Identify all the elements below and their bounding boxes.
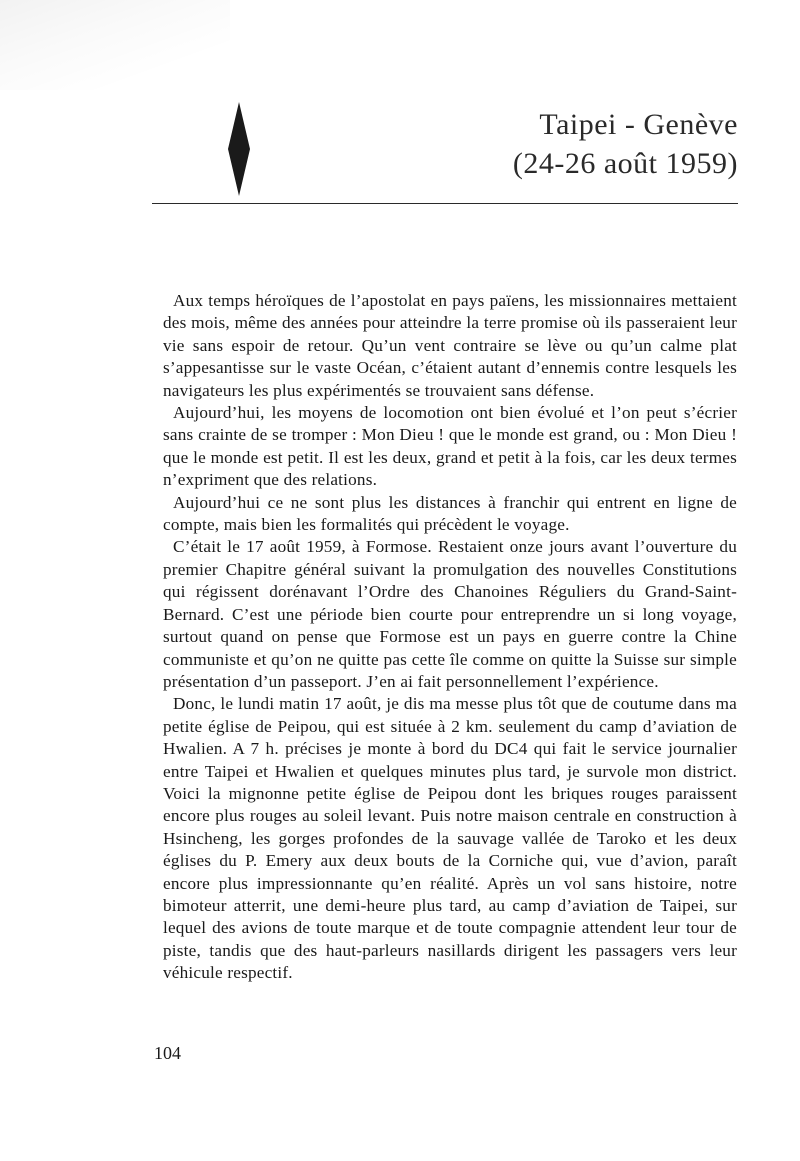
paragraph: Aux temps héroïques de l’apostolat en pays païens, les missionnaires mettaient des mois, même des années pour atteindre la terre promise où ils passeraient leur vie sans espoir de retour. Qu’un vent contraire se lève ou qu’un calme plat s’appesantisse sur le vaste Océan, c’étaient autant d’ennemis contre lesquels les navigateurs les plus expérimentés se trouvaient sans défense. (163, 291, 737, 400)
paragraph: C’était le 17 août 1959, à Formose. Restaient onze jours avant l’ouverture du premier Chapitre général suivant la promulgation des nouvelles Constitutions qui régissent dorénavant l’Ordre des Chanoines Réguliers du Grand-Saint-Bernard. C’est une période bien courte pour entreprendre un si long voyage, surtout quand on pense que Formose est un pays en guerre contre la Chine communiste et qu’on ne quitte pas cette île comme on quitte la Suisse sur simple présentation d’un passeport. J’en ai fait personnellement l’expérience. (163, 537, 737, 691)
page-title: Taipei - Genève (539, 108, 738, 141)
diamond-ornament-icon (225, 102, 253, 196)
paragraph: Aujourd’hui, les moyens de locomotion ont bien évolué et l’on peut s’écrier sans crainte de se tromper : Mon Dieu ! que le monde est grand, ou : Mon Dieu ! que le monde est petit. Il est les deux, grand et petit à la fois, car les deux termes n’expriment que des relations. (163, 403, 737, 490)
page-subtitle-date: (24-26 août 1959) (512, 147, 738, 180)
scan-corner-shade (0, 0, 230, 90)
header-divider (152, 203, 738, 204)
paragraph: Aujourd’hui ce ne sont plus les distances à franchir qui entrent en ligne de compte, mais bien les formalités qui précèdent le voyage. (163, 492, 737, 535)
paragraph: Donc, le lundi matin 17 août, je dis ma messe plus tôt que de coutume dans ma petite église de Peipou, qui est située à 2 km. seulement du camp d’aviation de Hwalien. A 7 h. précises je monte à bord du DC4 qui fait le service journalier entre Taipei et Hwalien et quelques minutes plus tard, je survole mon district. Voici la mignonne petite église de Peipou dont les briques rouges paraissent encore plus rouges au soleil levant. Puis notre maison centrale en construction à Hsincheng, les gorges profondes de la sauvage vallée de Taroko et les deux églises du P. Emery aux deux bouts de la Corniche qui, vue d’avion, paraît encore plus impressionnante qu’en réalité. Après un vol sans histoire, notre bimoteur atterrit, une demi-heure plus tard, au camp d’aviation de Taipei, sur lequel des avions de toute marque et de toute compagnie attendent leur tour de piste, tandis que des haut-parleurs nasillards dirigent les passagers vers leur véhicule respectif. (163, 694, 737, 983)
article-body (163, 290, 737, 985)
page-number: 104 (154, 1043, 181, 1063)
